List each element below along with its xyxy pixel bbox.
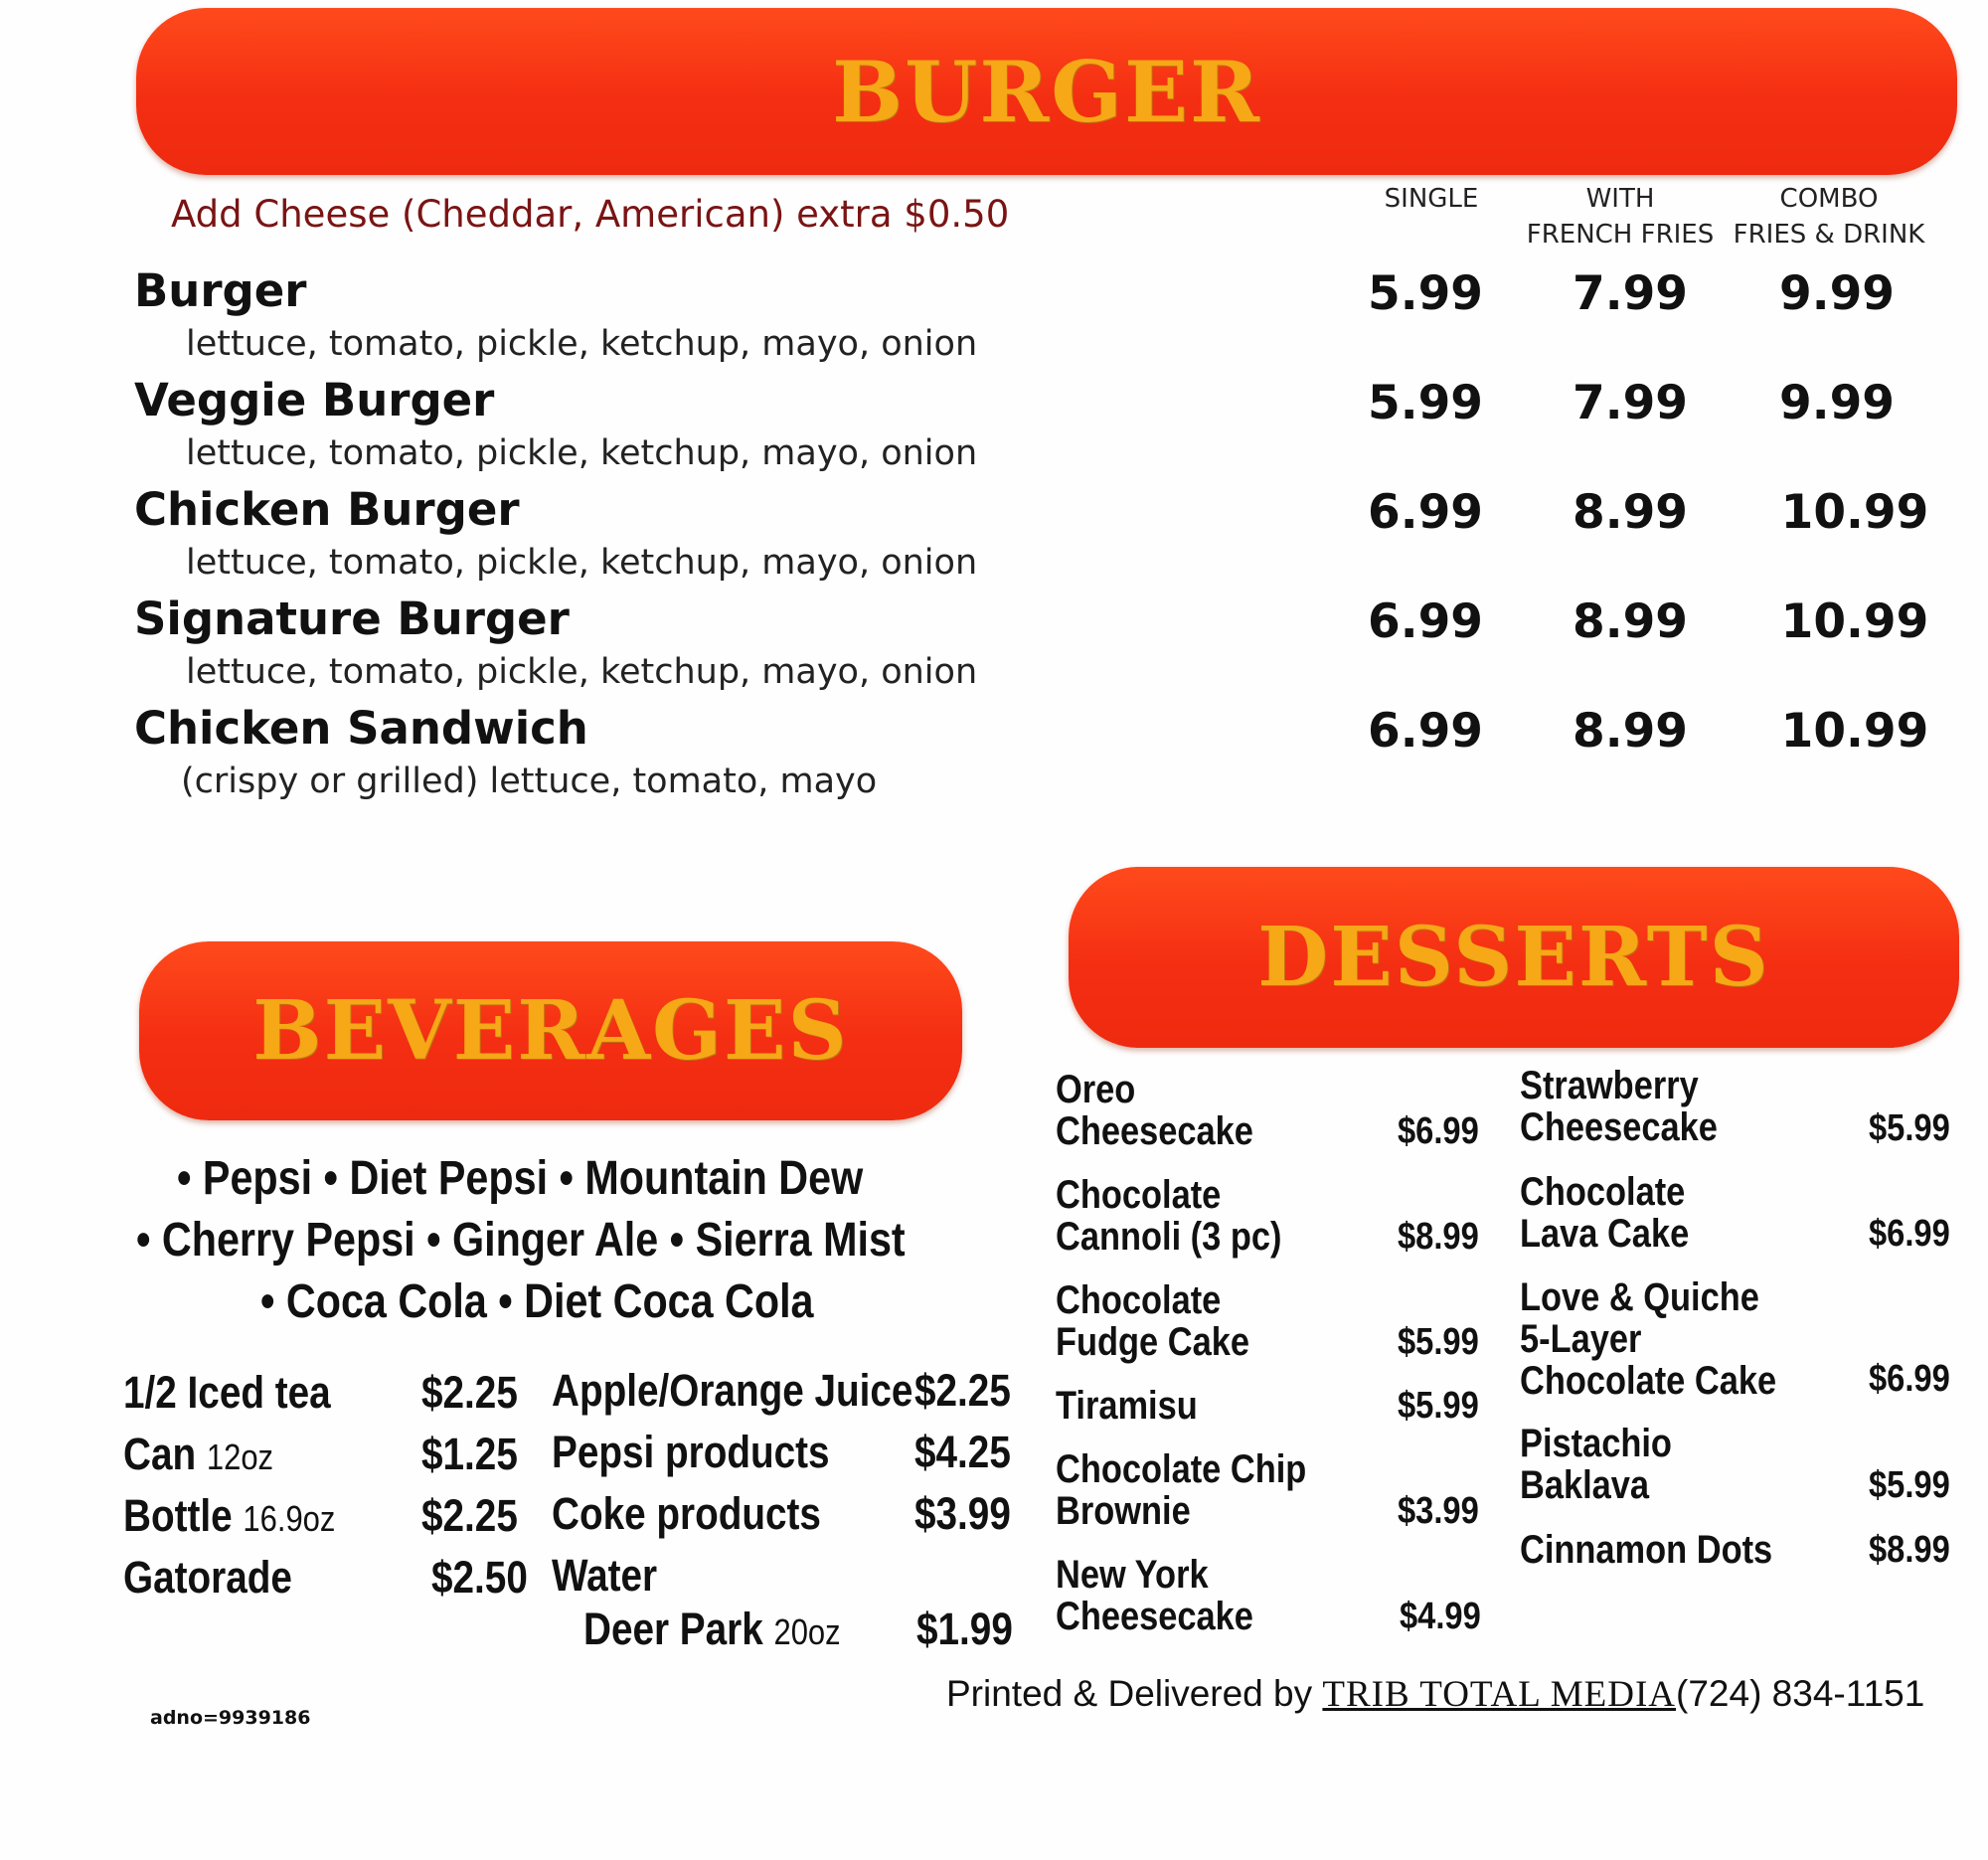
beverage-item — [123, 1552, 292, 1604]
beverage-name: Deer Park — [583, 1604, 763, 1654]
price-combo: 9.99 — [1779, 376, 1895, 430]
beverage-item — [123, 1429, 273, 1480]
beverage-name: Gatorade — [123, 1552, 292, 1603]
column-header-with-fries: WITH FRENCH FRIES — [1526, 184, 1715, 250]
beverage-name: Can — [123, 1429, 197, 1479]
dessert-price: $3.99 — [1398, 1490, 1479, 1532]
beverage-item — [552, 1550, 657, 1602]
beverage-size: 12oz — [206, 1437, 274, 1477]
soda-line: • Cherry Pepsi • Ginger Ale • Sierra Mist — [136, 1214, 906, 1267]
price-combo: 10.99 — [1780, 704, 1929, 759]
beverage-price: $4.25 — [914, 1427, 1011, 1477]
beverages-banner — [139, 941, 962, 1120]
price-combo: 10.99 — [1780, 594, 1929, 649]
price-combo: 10.99 — [1780, 485, 1929, 540]
beverage-price: $2.25 — [421, 1490, 518, 1541]
printed-by-label: Printed & Delivered by — [946, 1673, 1323, 1714]
beverage-name: Coke products — [552, 1488, 821, 1539]
printer-phone: (724) 834-1151 — [1676, 1673, 1925, 1714]
item-name: Burger — [134, 264, 307, 317]
item-description: lettuce, tomato, pickle, ketchup, mayo, onion — [186, 324, 978, 364]
item-description: lettuce, tomato, pickle, ketchup, mayo, onion — [186, 652, 978, 692]
desserts-banner — [1069, 867, 1959, 1048]
dessert-price: $6.99 — [1869, 1213, 1950, 1255]
dessert-price: $5.99 — [1398, 1385, 1479, 1427]
price-with-fries: 8.99 — [1573, 594, 1688, 649]
beverage-name: Water — [552, 1550, 658, 1601]
burger-title: BURGER — [832, 42, 1261, 141]
beverage-size: 16.9oz — [243, 1498, 336, 1539]
beverage-size: 20oz — [773, 1611, 841, 1652]
dessert-name: Pistachio Baklava — [1520, 1422, 1672, 1507]
dessert-name: Love & Quiche 5-Layer Chocolate Cake — [1520, 1275, 1777, 1403]
dessert-name: Chocolate Chip Brownie — [1056, 1447, 1307, 1533]
dessert-name: Chocolate Lava Cake — [1520, 1170, 1690, 1256]
price-with-fries: 7.99 — [1573, 376, 1688, 430]
beverage-item — [123, 1490, 335, 1542]
price-with-fries: 8.99 — [1573, 485, 1688, 540]
price-single: 6.99 — [1368, 594, 1483, 649]
beverage-price: $1.25 — [421, 1429, 518, 1479]
beverage-name: Bottle — [123, 1490, 233, 1541]
desserts-title: DESSERTS — [1257, 910, 1770, 1005]
burger-banner — [136, 8, 1957, 175]
beverage-name: 1/2 Iced tea — [123, 1367, 331, 1418]
price-single: 6.99 — [1368, 485, 1483, 540]
dessert-price: $8.99 — [1398, 1216, 1479, 1258]
ad-number: adno=9939186 — [150, 1707, 311, 1729]
dessert-price: $6.99 — [1398, 1110, 1479, 1152]
dessert-name: New York Cheesecake — [1056, 1553, 1253, 1638]
dessert-price: $6.99 — [1869, 1358, 1950, 1400]
dessert-name: Oreo Cheesecake — [1056, 1068, 1253, 1153]
price-single: 5.99 — [1368, 376, 1483, 430]
item-name: Signature Burger — [134, 592, 570, 645]
price-single: 5.99 — [1368, 266, 1483, 321]
item-name: Chicken Sandwich — [134, 702, 588, 755]
item-description: (crispy or grilled) lettuce, tomato, mayo — [181, 761, 878, 801]
beverage-item — [552, 1365, 912, 1417]
beverage-name: Pepsi products — [552, 1427, 830, 1477]
dessert-name: Chocolate Fudge Cake — [1056, 1278, 1249, 1364]
beverage-item — [552, 1427, 830, 1478]
dessert-name: Chocolate Cannoli (3 pc) — [1056, 1173, 1282, 1259]
dessert-price: $5.99 — [1869, 1107, 1950, 1149]
beverage-price: $2.50 — [431, 1552, 528, 1603]
dessert-price: $4.99 — [1400, 1596, 1481, 1637]
soda-line: • Pepsi • Diet Pepsi • Mountain Dew — [177, 1152, 864, 1205]
beverage-price: $1.99 — [916, 1604, 1013, 1654]
column-header-single: SINGLE — [1384, 184, 1479, 214]
dessert-price: $5.99 — [1869, 1464, 1950, 1506]
beverage-item — [583, 1604, 841, 1655]
beverage-price: $2.25 — [421, 1367, 518, 1418]
column-header-combo: COMBO FRIES & DRINK — [1733, 184, 1925, 250]
price-single: 6.99 — [1368, 704, 1483, 759]
beverage-price: $3.99 — [914, 1488, 1011, 1539]
printer-brand: TRIB TOTAL MEDIA — [1322, 1674, 1677, 1715]
cheese-note: Add Cheese (Cheddar, American) extra $0.50 — [171, 193, 1010, 236]
item-name: Veggie Burger — [134, 374, 495, 426]
price-with-fries: 8.99 — [1573, 704, 1688, 759]
beverage-price: $2.25 — [914, 1365, 1011, 1416]
printer-credit — [946, 1673, 1924, 1716]
price-with-fries: 7.99 — [1573, 266, 1688, 321]
item-description: lettuce, tomato, pickle, ketchup, mayo, onion — [186, 543, 978, 583]
dessert-price: $8.99 — [1869, 1529, 1950, 1571]
beverage-name: Apple/Orange Juice — [552, 1365, 913, 1416]
dessert-name: Strawberry Cheesecake — [1520, 1064, 1718, 1149]
dessert-price: $5.99 — [1398, 1321, 1479, 1363]
price-combo: 9.99 — [1779, 266, 1895, 321]
dessert-name: Tiramisu — [1056, 1384, 1198, 1428]
item-name: Chicken Burger — [134, 483, 520, 536]
dessert-name: Cinnamon Dots — [1520, 1528, 1773, 1572]
beverage-item — [123, 1367, 331, 1419]
beverages-title: BEVERAGES — [252, 983, 849, 1079]
soda-line: • Coca Cola • Diet Coca Cola — [260, 1275, 814, 1328]
item-description: lettuce, tomato, pickle, ketchup, mayo, onion — [186, 433, 978, 473]
beverage-item — [552, 1488, 821, 1540]
